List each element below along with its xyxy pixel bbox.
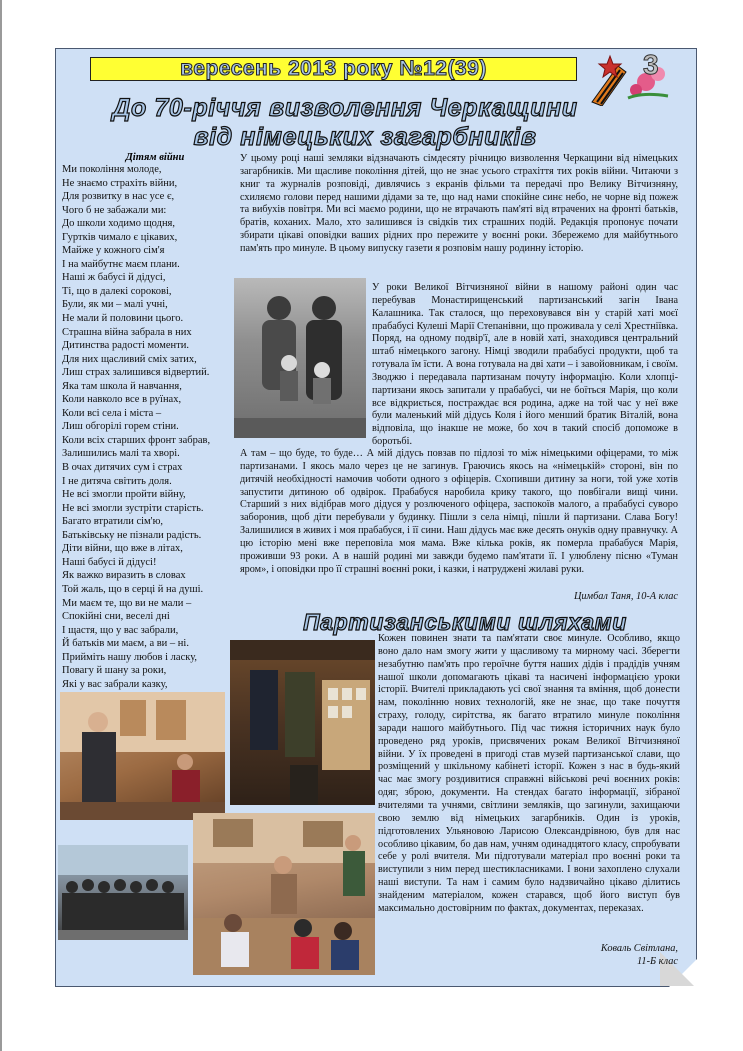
- poem-line: Ті, що в далекі сорокові,: [62, 285, 172, 297]
- poem-line: Гуртків чимало є цікавих,: [62, 231, 178, 243]
- poem-line: Для них щасливий сміх затих,: [62, 353, 197, 365]
- poem-line: До школи ходимо щодня,: [62, 218, 176, 230]
- article1-signature: Цимбал Таня, 10-А клас: [573, 591, 678, 602]
- article1-story-part2: А там – що буде, то буде… А мій дідусь повзав по підлозі то між німецькими офіцерами, то між партизанами. І якось мало через це не загинув. Граючись якось на «німецькій» стороні, він по дитячій необхідності намочив чоботи одного з офіцерів. Схопивши дитину за ноги, той уже хотів запустити дитиною об одвірок. Прабабуся наробила крику такого, що повбігали вищі чини. Старший з них відібрав мого дідуся у розлюченого офіцера, заспокоїв малого, а прабабусі суворо заборонив, щоб діти перебували у будинку. Пішли з села німці, пішли й партизани. Слава Богу! Залишилися в живих і моя прабабуся, і її сини. Наш дідусь має вже десять онуків одну правнучку. А цю історію мені вже переповіла моя мама. Вже кілька років, як померла прабабуся Марія, проживши 93 роки. А в нашій родині ми завжди будемо пам'ятати її. І улюблену пісню «Туман яром», і оповідки про її страшні воєнні роки, і казки, і натруджені жилаві руки.: [240, 448, 678, 575]
- article1-headline-line2: від німецьких загарбників: [193, 123, 537, 151]
- poem-line: Коли всіх старших фронт забрав,: [62, 434, 211, 446]
- poem-line: Для розвитку в нас усе є,: [62, 191, 175, 203]
- poem-line: Як важко виразить в словах: [62, 570, 186, 582]
- poem-line: Ми маєм те, що ви не мали –: [62, 597, 192, 609]
- poem-line: І на майбутнє маєм плани.: [62, 258, 180, 270]
- article1-intro: У цьому році наші земляки відзначають сімдесяту річницю визволення Черкащини від німецьких загарбників. Ми щасливе покоління дітей, що не знає усього страхіття тих років війни. Читаючи з книг та журналів розповіді, дивлячись з екранів фільми та передачі про Велику Вітчизняну, схиляємо голови перед нашими дідами за те, що над нами спокійне синє небо, не чорне від пожеж та вибухів повітря. Ми всі маємо родини, що не втрачають пам'яті від втрачених на фронті батьків, братів, коханих. Мало, хто залишився із свідків тих страшних подій. Редакція пропонує почати збирати цікаві оповідки ваших рідних про пережите у воєнні роки. Збережемо для майбутнього пам'ять про минуле. В цьому випуску газети я розповім нашу родинну історію.: [240, 153, 678, 254]
- page-edge: [0, 0, 2, 1051]
- poem-line: Дитинства радості моменти.: [62, 340, 189, 352]
- poem-line: Батьківську не пізнали радість.: [62, 529, 202, 541]
- poem-line: Спокійні сни, веселі дні: [62, 611, 170, 623]
- poem-line: Не мали й половини цього.: [62, 313, 184, 325]
- poem-line: Були, як ми – малі учні,: [62, 299, 168, 311]
- poem-line: Лиш страх залишився відвертий.: [62, 367, 210, 379]
- article1-story-part1: У роки Великої Вітчизняної війни в нашому районі один час перебував Монастирищенський партизанський загін Івана Калашника. Так сталося, що переховувався він у старій хаті моєї прабабусі Кулеші Марії Степанівни, що проживала у селі Хрестніївка. Поряд, на одному подвір'ї, але в новій хаті, знаходився центральний штаб німецького загону. Німці зводили прабабусі продукти, щоб та готувала їм їсти. А вона готувала на дві хати – і завойовникам, і своїм. Зводжю і передавала партизанам почуту інформацію. Коли хлопці-партизани якось запитали у прабабусі, чи не боїться Марія, що коли все відкриється, постраждає вся родина, адже на той час у неї вже були маленький мій дідусь Коля і його менший братик Віталій, вона відповіла, що інакше не може, бо хоч в такий спосіб допоможе в боротьбі.: [372, 282, 678, 448]
- teacher-presenting-photo: [60, 692, 225, 820]
- poem-line: Й батьків ми маєм, а ви – ні.: [62, 638, 189, 650]
- poem-line: Не знаємо страхіть війни,: [62, 177, 178, 189]
- poem-line: Не всі змогли зустріти старість.: [62, 502, 204, 514]
- article2-signature: [520, 942, 678, 968]
- article2-headline: Партизанськими шляхами: [303, 609, 627, 635]
- classroom-lesson-photo: [193, 813, 375, 975]
- poem-line: Ми покоління молоде,: [62, 164, 162, 175]
- poem-line: Залишились малі та хворі.: [62, 448, 180, 460]
- poem-line: Майже у кожного сім'я: [62, 245, 165, 257]
- poem-line: Той жаль, що в серці й на душі.: [62, 583, 204, 595]
- poem-line: Коли навколо все в руїнах,: [62, 394, 182, 406]
- poem-line: Не всі змогли пройти війну,: [62, 489, 186, 501]
- poem-line: Діти війни, що вже в літах,: [62, 543, 183, 555]
- poem-line: І щастя, що у вас забрали,: [62, 624, 179, 636]
- poem-line: Які у вас забрали казку,: [62, 678, 168, 690]
- family-portrait-photo: [234, 278, 366, 438]
- museum-uniforms-photo: [230, 640, 375, 805]
- veterans-group-photo: [58, 845, 188, 940]
- poem-line: Коли всі села і міста –: [62, 407, 162, 419]
- poem-line: Яка там школа й навчання,: [62, 380, 182, 392]
- page-number: 3: [643, 49, 659, 80]
- article2-body: Кожен повинен знати та пам'ятати своє минуле. Особливо, якщо воно дало нам змогу жити у щасливому та мирному часі. Зберегти незабутню пам'ять про героїчне буття наших дідів і прадідів учням нашої школи допомагають цікаві та насичені інформацією уроки історії. Вчителі прикладають усі свої знання та вміння, щоб донести нам, поколінню нових технологій, яке не знає, що таке почуття страху, голоду, сирітства, як багато втратило минуле покоління заради нашого майбутнього. Під час тижня історичних наук було проведено ряд уроків, присвячених рокам Великої Вітчизняної війни. У їх проведені в пригоді став музей партизанської слави, що розміщений у шкільному кабінеті історії. Кожен з нас в будь-який час має змогу роздивитися справжні військові речі воєнних років: одяг, зброю, документи. На стендах багато інформації, зібраної вчителями та учнями, світлини земляків, що загинули, захищаючи свою землю від німецьких загарбників. Один із уроків, підготовлених Ульяновою Ларисою Олександрівною, був для нас особливо цікавим, бо дав нам, учням одинадцятого класу, спробувати себе у ролі вчителя. Ми підготували матеріал про воєнні роки та виступили з ним перед шестикласниками. І вони захоплено слухали наші виступи. Та нам і самим було надзвичайно цікаво ділитись знайденим матеріалом, кожен старався, щоб його виступ був максимально достовірним по фактах, документах, переказах.: [378, 633, 680, 914]
- article2-signature-name: Коваль Світлана,: [600, 943, 678, 954]
- poem-line: В очах дитячих сум і страх: [62, 462, 183, 474]
- poem-line: Страшна війна забрала в них: [62, 326, 192, 338]
- article2-signature-class: 11-Б клас: [637, 956, 678, 967]
- poem-line: Прийміть нашу любов і ласку,: [62, 651, 198, 663]
- poem-line: Наші ж бабусі й дідусі,: [62, 272, 166, 284]
- poem-line: Чого б не забажали ми:: [62, 204, 167, 216]
- issue-date-banner: вересень 2013 року №12(39): [90, 57, 577, 81]
- poem-line: Лиш обгорілі горем стіни.: [62, 421, 179, 433]
- poem-title: Дітям війни: [125, 152, 185, 163]
- poem-line: Наші бабусі й дідусі!: [62, 556, 157, 568]
- poem-line: Повагу й шану за роки,: [62, 665, 167, 677]
- poem-line: Багато втратили сім'ю,: [62, 516, 164, 528]
- poem-body: [62, 163, 237, 705]
- article1-headline-line1: До 70-річчя визволення Черкащини: [112, 94, 578, 122]
- poem-line: І не дитяча світить доля.: [62, 475, 172, 487]
